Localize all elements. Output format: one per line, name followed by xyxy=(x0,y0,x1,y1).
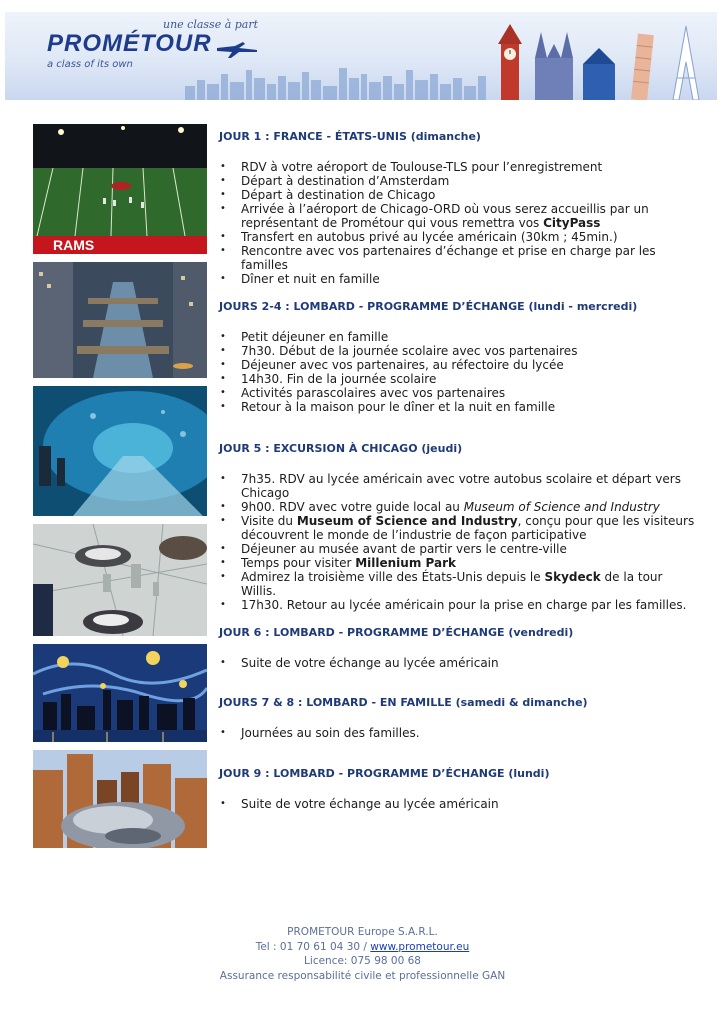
photo-skydeck-glass xyxy=(33,524,207,636)
footer-tel: Tel : 01 70 61 04 30 / xyxy=(255,940,371,953)
list-item xyxy=(219,244,699,272)
item-text: Suite de votre échange au lycée américain xyxy=(241,656,499,670)
bullet-icon: • xyxy=(220,175,226,186)
bullet-icon: • xyxy=(220,273,226,284)
bullet-icon: • xyxy=(220,557,226,568)
list-item xyxy=(219,514,699,542)
list-item xyxy=(219,272,699,286)
item-text: Admirez la troisième ville des États-Unis depuis le xyxy=(241,570,545,584)
item-list xyxy=(219,160,699,286)
list-item xyxy=(219,330,699,344)
list-item xyxy=(219,230,699,244)
list-item xyxy=(219,174,699,188)
bullet-icon: • xyxy=(220,727,226,738)
list-item xyxy=(219,797,699,811)
item-text: Journées au soin des familles. xyxy=(241,726,420,740)
item-text: 9h00. RDV avec votre guide local au xyxy=(241,500,464,514)
list-item xyxy=(219,372,699,386)
header-subtitle: a class of its own xyxy=(47,59,133,70)
photo-cloud-gate xyxy=(33,750,207,848)
list-item xyxy=(219,726,699,740)
bullet-icon: • xyxy=(220,657,226,668)
footer-licence: Licence: 075 98 00 68 xyxy=(304,955,421,967)
list-item xyxy=(219,160,699,174)
section-title: JOUR 9 : LOMBARD - PROGRAMME D’ÉCHANGE (lundi) xyxy=(219,767,550,780)
item-text: Retour à la maison pour le dîner et la nuit en famille xyxy=(241,400,556,414)
cathedral xyxy=(535,32,573,100)
item-text: Suite de votre échange au lycée américain xyxy=(241,797,499,811)
photo-football-stadium xyxy=(33,124,207,254)
section-title: JOUR 5 : EXCURSION À CHICAGO (jeudi) xyxy=(219,442,463,455)
item-text: Dîner et nuit en famille xyxy=(241,272,380,286)
photo-chicago-river xyxy=(33,262,207,378)
item-text: Visite du xyxy=(241,514,297,528)
svg-text:RAMS: RAMS xyxy=(53,237,95,253)
section-jour-6 xyxy=(219,626,699,670)
brand-logo: PROMÉTOUR xyxy=(47,30,212,57)
item-text: Museum of Science and Industry xyxy=(296,514,518,528)
item-list xyxy=(219,330,699,414)
list-item xyxy=(219,472,699,500)
item-text: Millenium Park xyxy=(355,556,456,570)
item-text: , conçu pour que les visiteurs découvrent le monde de l’industrie de façon participative xyxy=(241,514,695,542)
item-list xyxy=(219,726,699,740)
list-item xyxy=(219,188,699,202)
list-item xyxy=(219,400,699,414)
section-jour-1 xyxy=(219,130,699,286)
logo-airplane-icon xyxy=(217,42,257,58)
bullet-icon: • xyxy=(220,401,226,412)
bullet-icon: • xyxy=(220,245,226,256)
bullet-icon: • xyxy=(220,373,226,384)
bullet-icon: • xyxy=(220,359,226,370)
bullet-icon: • xyxy=(220,331,226,342)
list-item xyxy=(219,570,699,598)
footer-company: PROMETOUR Europe S.A.R.L. xyxy=(287,926,438,938)
item-text: de la tour Willis. xyxy=(241,570,663,598)
bullet-icon: • xyxy=(220,387,226,398)
list-item xyxy=(219,344,699,358)
big-ben-tower xyxy=(498,24,522,100)
item-text: Rencontre avec vos partenaires d’échange et prise en charge par les familles xyxy=(241,244,656,272)
header-tagline: une classe à part xyxy=(163,18,259,31)
item-text: Petit déjeuner en famille xyxy=(241,330,389,344)
section-title: JOURS 2-4 : LOMBARD - PROGRAMME D’ÉCHANGE (lundi - mercredi) xyxy=(219,300,638,313)
list-item xyxy=(219,598,699,612)
photo-aquarium-tunnel xyxy=(33,386,207,516)
item-text: Activités parascolaires avec vos partenaires xyxy=(241,386,506,400)
bullet-icon: • xyxy=(220,599,226,610)
item-list xyxy=(219,656,699,670)
list-item xyxy=(219,386,699,400)
list-item xyxy=(219,556,699,570)
bullet-icon: • xyxy=(220,571,226,582)
bullet-icon: • xyxy=(220,203,226,214)
bullet-icon: • xyxy=(220,798,226,809)
item-text: 17h30. Retour au lycée américain pour la prise en charge par les familles. xyxy=(241,598,687,612)
list-item xyxy=(219,358,699,372)
item-text: RDV à votre aéroport de Toulouse-TLS pour l’enregistrement xyxy=(241,160,603,174)
footer xyxy=(0,925,725,983)
item-text: Départ à destination d’Amsterdam xyxy=(241,174,450,188)
section-title: JOUR 1 : FRANCE - ÉTATS-UNIS (dimanche) xyxy=(219,130,481,143)
list-item xyxy=(219,656,699,670)
item-text: Transfert en autobus privé au lycée américain (30km ; 45min.) xyxy=(241,230,618,244)
section-jours-7-8 xyxy=(219,696,699,740)
section-jour-9 xyxy=(219,767,699,811)
bullet-icon: • xyxy=(220,515,226,526)
website-link[interactable]: www.prometour.eu xyxy=(370,940,470,953)
item-text: Arrivée à l’aéroport de Chicago-ORD où vous serez accueillis par un représentant de Prométour qui vous remettra vos xyxy=(241,202,649,230)
list-item xyxy=(219,500,699,514)
item-text: 14h30. Fin de la journée scolaire xyxy=(241,372,437,386)
eiffel-tower xyxy=(673,26,699,100)
item-text: Déjeuner au musée avant de partir vers le centre-ville xyxy=(241,542,567,556)
bullet-icon: • xyxy=(220,231,226,242)
item-text: 7h30. Début de la journée scolaire avec vos partenaires xyxy=(241,344,578,358)
footer-insurance: Assurance responsabilité civile et professionnelle GAN xyxy=(219,969,506,982)
footer-contact xyxy=(0,940,725,955)
item-text: Déjeuner avec vos partenaires, au réfectoire du lycée xyxy=(241,358,564,372)
item-text: Skydeck xyxy=(544,570,601,584)
section-jours-2-4 xyxy=(219,300,699,414)
bullet-icon: • xyxy=(220,161,226,172)
list-item xyxy=(219,202,699,230)
item-text: Départ à destination de Chicago xyxy=(241,188,436,202)
item-text: CityPass xyxy=(543,216,601,230)
item-list xyxy=(219,472,699,612)
bullet-icon: • xyxy=(220,189,226,200)
tower-roofs xyxy=(583,48,615,100)
bullet-icon: • xyxy=(220,345,226,356)
photo-starry-night-chicago xyxy=(33,644,207,742)
item-text: Museum of Science and Industry xyxy=(463,500,660,514)
bullet-icon: • xyxy=(220,473,226,484)
list-item xyxy=(219,542,699,556)
pisa-tower xyxy=(631,34,654,100)
header-banner xyxy=(5,12,717,100)
item-text: Temps pour visiter xyxy=(241,556,356,570)
item-text: 7h35. RDV au lycée américain avec votre autobus scolaire et départ vers Chicago xyxy=(241,472,681,500)
section-title: JOURS 7 & 8 : LOMBARD - EN FAMILLE (samedi & dimanche) xyxy=(219,696,588,709)
bullet-icon: • xyxy=(220,501,226,512)
section-title: JOUR 6 : LOMBARD - PROGRAMME D’ÉCHANGE (vendredi) xyxy=(219,626,574,639)
bullet-icon: • xyxy=(220,543,226,554)
section-jour-5 xyxy=(219,442,699,612)
item-list xyxy=(219,797,699,811)
